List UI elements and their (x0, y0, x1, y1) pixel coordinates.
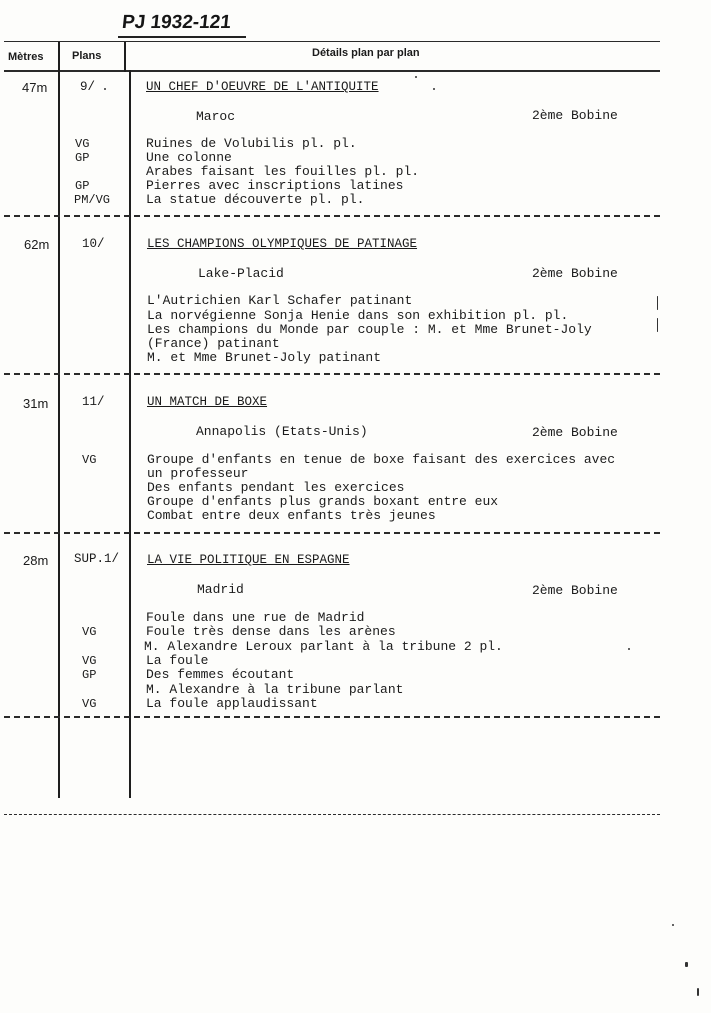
shot-description: L'Autrichien Karl Schafer patinant (147, 293, 413, 308)
entry-title: UN CHEF D'OEUVRE DE L'ANTIQUITE (146, 80, 379, 94)
shot-description: M. Alexandre à la tribune parlant (146, 682, 404, 697)
document-reference: PJ 1932-121 (120, 12, 232, 33)
shot-description: La foule (146, 653, 209, 668)
shot-plan-label: VG (82, 654, 97, 668)
column-divider-2 (129, 70, 131, 798)
reference-underline (118, 36, 246, 38)
scan-speck (415, 76, 417, 78)
shot-description: Des enfants pendant les exercices (147, 480, 405, 495)
entry-bobine: 2ème Bobine (532, 583, 618, 598)
entry-plan-number: 10/ (82, 237, 105, 251)
scan-mark (657, 296, 658, 310)
shot-plan-label: VG (82, 625, 97, 639)
section-separator-3 (4, 532, 660, 534)
entry-metres: 62m (24, 237, 50, 252)
shot-description: Les champions du Monde par couple : M. et Mme Brunet-Joly (147, 322, 592, 337)
scan-speck (433, 88, 435, 90)
shot-description: Pierres avec inscriptions latines (146, 178, 404, 193)
shot-plan-label: GP (75, 151, 90, 165)
section-separator-1 (4, 215, 660, 217)
shot-description: Groupe d'enfants plus grands boxant entre eux (147, 494, 499, 509)
scan-speck (697, 988, 699, 996)
section-separator-2 (4, 373, 660, 375)
entry-plan-number: SUP.1/ (74, 552, 120, 566)
entry-plan-number: 11/ (82, 395, 105, 409)
entry-plan-number: 9/ (80, 80, 96, 94)
scan-speck (104, 88, 106, 90)
scan-speck (628, 648, 630, 650)
shot-description: La foule applaudissant (146, 696, 318, 711)
shot-description: Foule dans une rue de Madrid (146, 610, 365, 625)
entry-location: Maroc (196, 109, 236, 124)
shot-plan-label: VG (82, 453, 97, 467)
shot-description: La norvégienne Sonja Henie dans son exhibition pl. pl. (147, 308, 569, 323)
shot-description: Foule très dense dans les arènes (146, 624, 396, 639)
shot-description: un professeur (147, 466, 249, 481)
entry-bobine: 2ème Bobine (532, 266, 618, 281)
column-divider-1 (58, 42, 60, 798)
column-header-plans: Plans (72, 50, 102, 62)
entry-title: LA VIE POLITIQUE EN ESPAGNE (147, 553, 350, 567)
entry-title: UN MATCH DE BOXE (147, 395, 268, 409)
scan-speck (672, 924, 674, 926)
shot-plan-label: GP (75, 179, 90, 193)
shot-plan-label: PM/VG (74, 193, 111, 207)
scan-mark (657, 318, 658, 332)
entry-location: Madrid (197, 582, 244, 597)
entry-metres: 28m (23, 553, 49, 568)
entry-location: Annapolis (Etats-Unis) (196, 424, 368, 439)
column-divider-2-header (124, 42, 126, 72)
section-separator-4 (4, 716, 660, 718)
shot-description: La statue découverte pl. pl. (146, 192, 365, 207)
entry-metres: 31m (23, 396, 49, 411)
shot-description: Arabes faisant les fouilles pl. pl. (146, 164, 420, 179)
shot-plan-label: VG (82, 697, 97, 711)
column-header-metres: Mètres (8, 51, 44, 63)
entry-metres: 47m (22, 80, 48, 95)
entry-bobine: 2ème Bobine (532, 425, 618, 440)
entry-title: LES CHAMPIONS OLYMPIQUES DE PATINAGE (147, 237, 418, 251)
shot-description: Des femmes écoutant (146, 667, 295, 682)
entry-bobine: 2ème Bobine (532, 108, 618, 123)
bottom-rule (4, 814, 660, 815)
shot-plan-label: VG (75, 137, 90, 151)
shot-description: Ruines de Volubilis pl. pl. (146, 136, 357, 151)
header-rule (4, 70, 660, 72)
top-rule (4, 41, 660, 42)
shot-plan-label: GP (82, 668, 97, 682)
column-header-details: Détails plan par plan (312, 47, 420, 59)
shot-description: Groupe d'enfants en tenue de boxe faisant des exercices avec (147, 452, 616, 467)
shot-description: (France) patinant (147, 336, 280, 351)
shot-description: M. et Mme Brunet-Joly patinant (147, 350, 382, 365)
shot-description: M. Alexandre Leroux parlant à la tribune 2 pl. (144, 639, 503, 654)
scan-speck (685, 962, 688, 967)
shot-description: Une colonne (146, 150, 232, 165)
shot-description: Combat entre deux enfants très jeunes (147, 508, 436, 523)
entry-location: Lake-Placid (198, 266, 284, 281)
